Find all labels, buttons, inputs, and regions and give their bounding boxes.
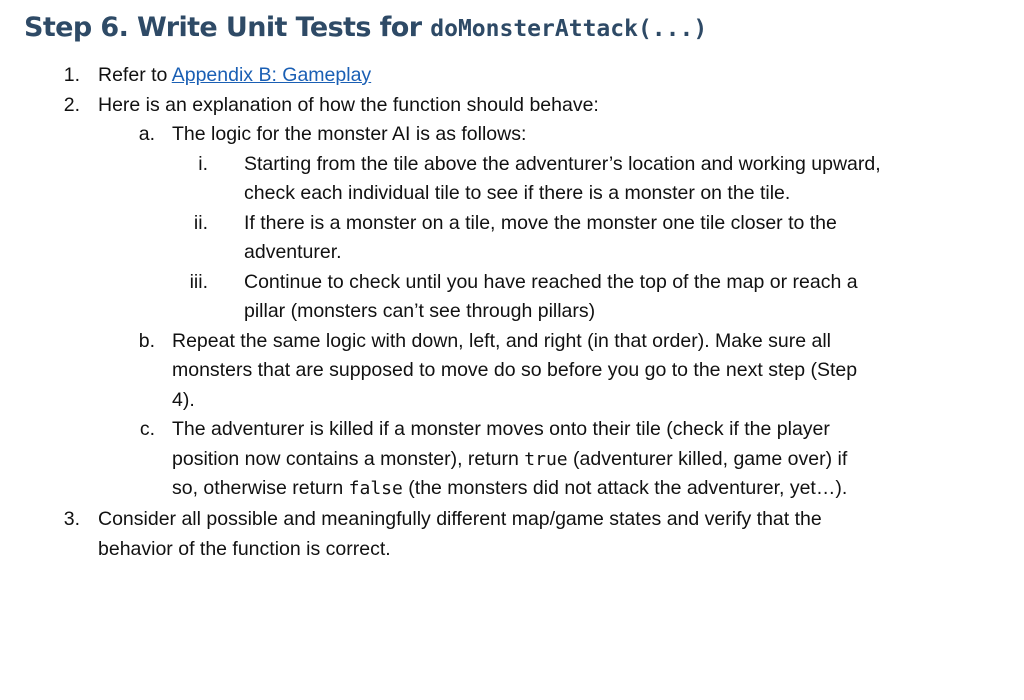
sublist-item-b-line1: Repeat the same logic with down, left, and right (in that order). Make sure all	[172, 329, 831, 352]
sublist-item-c-line2	[172, 445, 847, 475]
code-false: false	[348, 478, 403, 499]
list-marker-2: 2.	[63, 93, 80, 116]
sublist-item-a: The logic for the monster AI is as follows:	[172, 123, 527, 145]
sublist-item-c-line1: The adventurer is killed if a monster moves onto their tile (check if the player	[172, 418, 830, 440]
heading-function-name: doMonsterAttack(...)	[430, 16, 708, 42]
list-item-3-line2: behavior of the function is correct.	[98, 537, 391, 560]
subsublist-marker-ii: ii.	[193, 211, 208, 234]
subsublist-item-ii-line2: adventurer.	[244, 241, 342, 263]
list-item-1	[98, 61, 371, 91]
sublist-marker-b: b.	[138, 329, 155, 352]
sublist-item-b-line2: monsters that are supposed to move do so before you go to the next step (Step	[172, 359, 858, 381]
list-marker-1: 1.	[63, 64, 80, 86]
heading-text: Step 6. Write Unit Tests for	[24, 12, 431, 43]
list-item-3-line1: Consider all possible and meaningfully different map/game states and verify that the	[98, 508, 822, 530]
appendix-b-link[interactable]: Appendix B: Gameplay	[171, 64, 372, 86]
list-marker-3: 3.	[63, 508, 80, 530]
list-item-2: Here is an explanation of how the function should behave:	[98, 93, 599, 116]
step-heading	[24, 10, 707, 47]
sublist-item-b-line3: 4).	[172, 388, 195, 411]
list-item-1-text: Refer to	[98, 64, 172, 86]
sublist-item-c-line2-tail: (adventurer killed, game over) if	[567, 447, 848, 470]
subsublist-marker-iii: iii.	[189, 270, 208, 293]
sublist-item-c-line3-tail: (the monsters did not attack the adventurer, yet…).	[402, 477, 848, 499]
subsublist-item-i-line2: check each individual tile to see if there is a monster on the tile.	[244, 182, 791, 204]
code-true: true	[524, 448, 568, 470]
subsublist-item-ii-line1: If there is a monster on a tile, move the monster one tile closer to the	[244, 211, 837, 234]
subsublist-item-iii-line1: Continue to check until you have reached the top of the map or reach a	[244, 270, 858, 293]
sublist-marker-c: c.	[139, 418, 155, 440]
sublist-item-c-line3	[172, 474, 847, 504]
sublist-marker-a: a.	[138, 123, 155, 145]
sublist-item-c-line3-text: so, otherwise return	[172, 477, 349, 499]
subsublist-item-iii-line2: pillar (monsters can’t see through pillars)	[244, 300, 596, 322]
subsublist-marker-i: i.	[198, 152, 208, 175]
sublist-item-c-line2-text: position now contains a monster), return	[172, 447, 525, 470]
subsublist-item-i-line1: Starting from the tile above the adventurer’s location and working upward,	[244, 152, 881, 175]
